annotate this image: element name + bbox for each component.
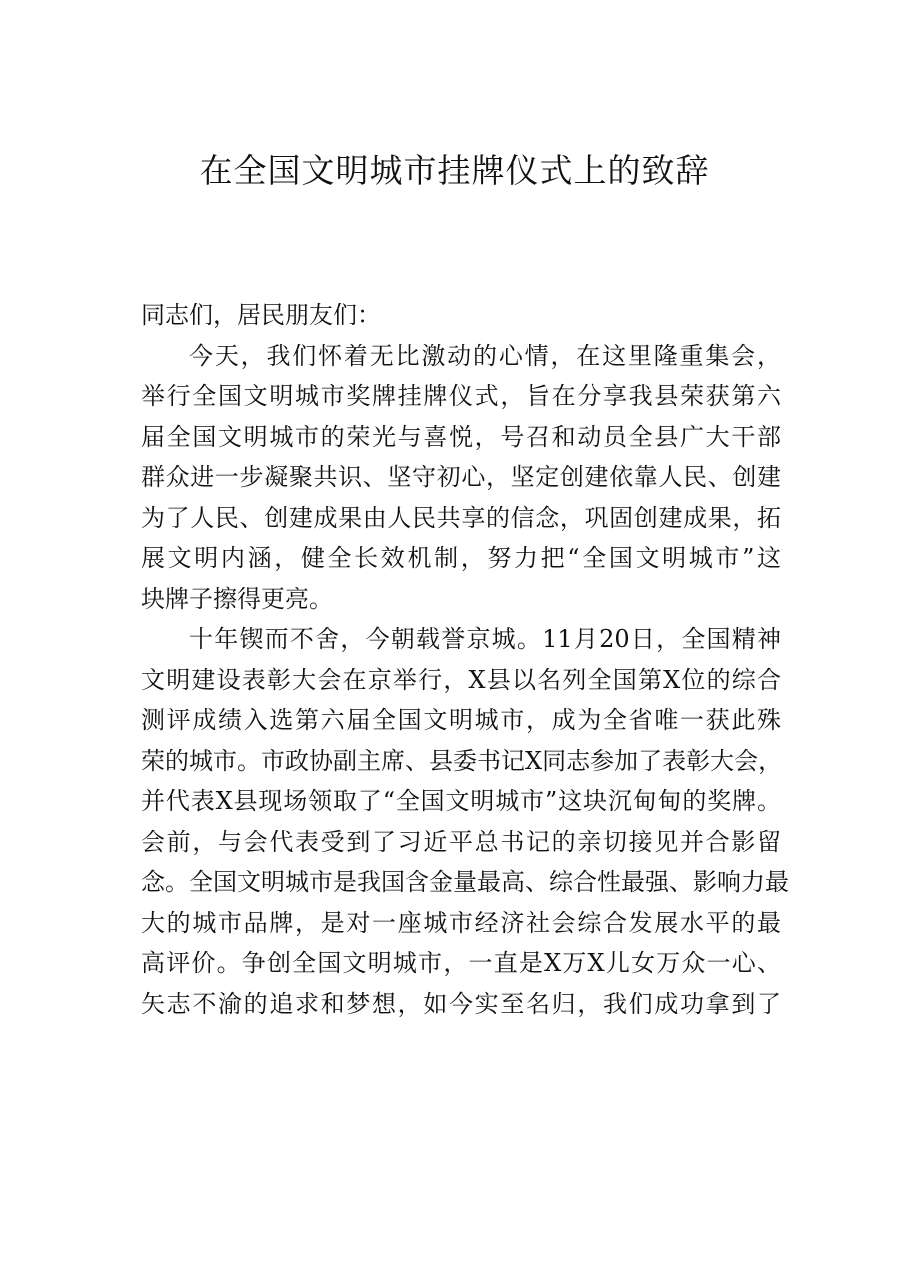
text-line: 高评价。争创全国文明城市，一直是X万X儿女万众一心、	[141, 949, 781, 977]
text-line: 展文明内涵，健全长效机制，努力把“全国文明城市”这	[141, 544, 781, 572]
document-title: 在全国文明城市挂牌仪式上的致辞	[199, 151, 710, 190]
text-line: 文明建设表彰大会在京举行，X县以名列全国第X位的综合	[141, 665, 781, 694]
text-line: 测评成绩入选第六届全国文明城市，成为全省唯一获此殊	[141, 706, 781, 734]
text-line: 念。全国文明城市是我国含金量最高、综合性最强、影响力最	[141, 868, 789, 896]
text-line: 同志们，居民朋友们：	[141, 301, 381, 329]
text-line: 群众进一步凝聚共识、坚守初心，坚定创建依靠人民、创建	[141, 463, 781, 491]
text-line: 今天，我们怀着无比激动的心情，在这里隆重集会，	[189, 341, 781, 370]
text-line: 届全国文明城市的荣光与喜悦，号召和动员全县广大干部	[141, 422, 781, 451]
text-line: 会前，与会代表受到了习近平总书记的亲切接见并合影留	[141, 827, 781, 856]
text-line: 块牌子擦得更亮。	[141, 584, 333, 613]
document-body	[141, 295, 789, 1024]
text-line: 矢志不渝的追求和梦想，如今实至名归，我们成功拿到了	[141, 989, 781, 1018]
text-line: 举行全国文明城市奖牌挂牌仪式，旨在分享我县荣获第六	[141, 382, 781, 410]
text-line: 十年锲而不舍，今朝载誉京城。11月20日，全国精神	[189, 625, 781, 653]
text-line: 大的城市品牌，是对一座城市经济社会综合发展水平的最	[141, 908, 781, 937]
text-line: 为了人民、创建成果由人民共享的信念，巩固创建成果，拓	[141, 503, 781, 532]
text-line: 并代表X县现场领取了“全国文明城市”这块沉甸甸的奖牌。	[141, 787, 781, 815]
text-line: 荣的城市。市政协副主席、县委书记X同志参加了表彰大会，	[141, 746, 783, 775]
